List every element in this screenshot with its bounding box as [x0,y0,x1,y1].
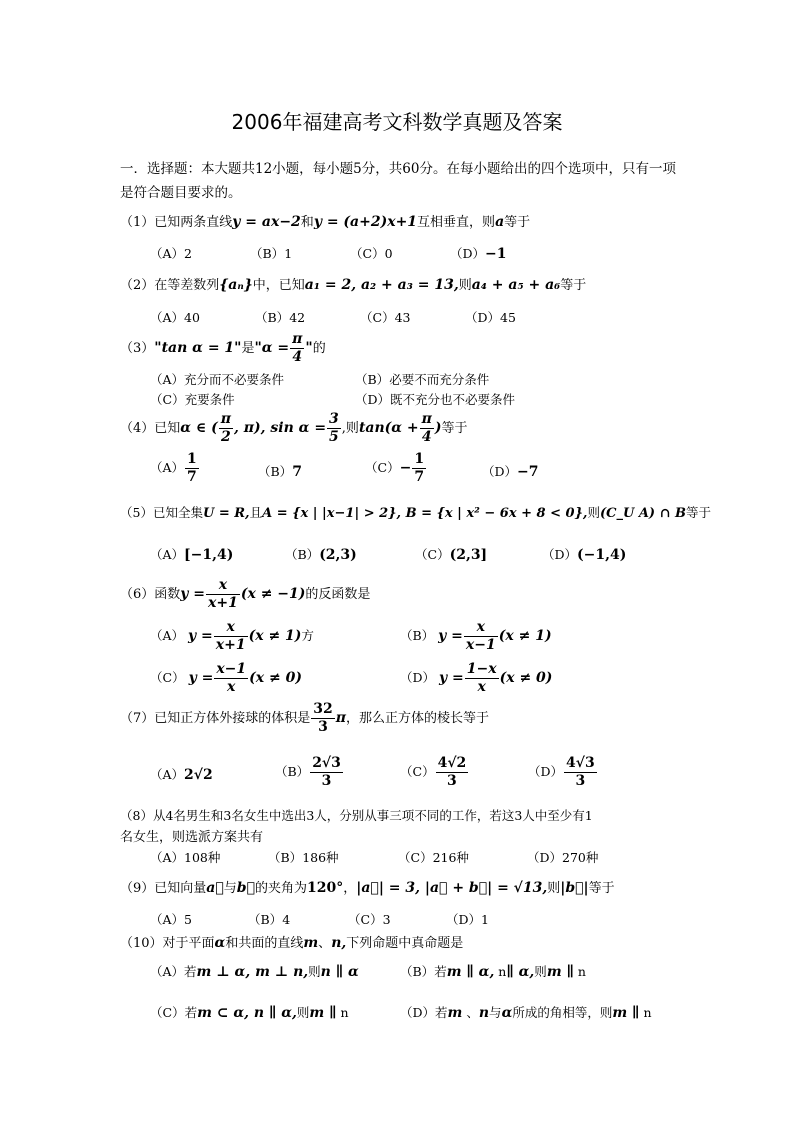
option-7b [275,755,344,790]
option-label: （A） [150,547,185,562]
question-text: 且 [249,505,263,520]
fraction [206,577,240,612]
option-label: （D） [482,464,518,479]
math-expr: a₄ + a₅ + a₆ [471,277,561,293]
option-value: 7 [292,464,302,480]
math-expr: m ⊥ α, m ⊥ n, [196,964,309,980]
question-3-text: （3） [120,341,155,356]
fraction [564,755,597,790]
option-value: 3 [382,912,391,927]
option-label: （B） [255,310,290,325]
question-1-text: （1）已知两条直线 [120,215,233,230]
math-expr: m ∥ [612,1005,640,1021]
option-text: 则 [296,1005,310,1020]
option-value: 1 [481,912,489,927]
option-value: 必要不而充分条件 [389,372,490,387]
option-label: （D） [542,547,578,562]
math-expr: (C_U A) ∩ B [599,506,686,521]
math-expr: m [447,1005,463,1021]
math-expr: y = (a+2)x+1 [313,214,418,230]
option-label: （D） [446,912,482,927]
math-expr: m [303,935,319,951]
question-3 [120,331,326,366]
math-expr: y = ax−2 [232,214,301,230]
question-text: 则 [547,881,561,896]
question-4-text: （4）已知 [120,421,181,436]
option-8c [398,848,469,866]
math-expr: b⃗ [236,880,255,896]
option-2d [465,308,516,326]
option-label: （C） [350,246,385,261]
option-label: （B） [250,246,285,261]
option-6c [150,661,302,696]
fraction [327,411,341,446]
option-value: 充要条件 [184,392,235,407]
option-value: 43 [394,310,411,325]
question-9-text: （9）已知向量 [120,881,207,896]
option-4b [258,462,302,480]
option-label: （A） [150,850,185,865]
numerator: π [421,411,432,427]
option-label: （C） [348,912,383,927]
math-expr: a⃗ [206,880,224,896]
option-label: （B） [268,850,303,865]
option-label: （A） [150,310,185,325]
denominator: x [214,678,248,696]
option-text: n [573,964,586,979]
option-text: n [336,1005,349,1020]
fraction [436,755,469,790]
question-text: 和 [300,215,314,230]
option-1c [350,244,393,262]
question-text: 的反函数是 [305,587,371,602]
option-text: 若 [435,1005,448,1020]
option-label: （D） [527,850,563,865]
fraction [214,661,248,696]
math-expr: , π), sin α = [234,420,327,436]
numerator: x−1 [216,661,247,677]
option-label: （D） [355,392,391,407]
denominator: x+1 [215,637,246,653]
fraction [185,451,199,486]
option-value: 2√2 [184,767,213,783]
math-expr: (x ≠ 0) [249,670,302,686]
option-1a [150,244,192,262]
option-9a [150,910,192,928]
option-6b [400,619,552,654]
question-5-text: （5）已知全集 [120,505,203,520]
option-8b [268,848,339,866]
option-label: （C） [150,392,185,407]
option-label: （C） [150,1005,185,1020]
numerator: x [218,577,228,593]
fraction [420,411,434,446]
option-8a [150,848,220,866]
math-expr: 120° [307,880,344,896]
denominator: x [465,678,499,696]
option-label: （A） [150,372,185,387]
denominator: 4 [420,428,434,446]
question-text: 是 [241,341,255,356]
option-value: 4 [282,912,291,927]
option-label: （B） [285,547,320,562]
option-label: （B） [355,372,390,387]
option-label: （A） [150,964,185,979]
numerator: 1−x [466,661,497,677]
question-text: 下列命题中真命题是 [346,936,464,951]
question-10 [120,932,463,951]
question-7-text: （7）已知正方体外接球的体积是 [120,711,311,726]
question-8-line2: 名女生，则选派方案共有 [120,830,264,845]
math-expr: "tan α = 1" [154,340,242,356]
denominator: x+1 [208,595,238,611]
option-value: 充分而不必要条件 [184,372,285,387]
math-expr: |a⃗| = 3, |a⃗ + b⃗| = √13, [356,880,548,896]
option-value: 0 [384,246,393,261]
math-expr: (x ≠ 0) [499,670,553,686]
option-label: （D） [400,1005,436,1020]
option-label: （A） [150,767,185,782]
math-expr: π [335,710,347,726]
question-text: 则 [587,505,600,520]
question-5 [120,503,711,521]
math-expr: n [478,1005,490,1021]
question-text: 等于 [560,278,587,293]
option-4a [150,451,200,486]
option-4c [365,451,427,486]
option-text: 若 [184,964,197,979]
option-value: 既不充分也不必要条件 [390,392,516,407]
option-label: （D） [528,764,564,779]
option-value: 1 [284,246,293,261]
question-1 [120,211,530,230]
option-4d [482,462,539,480]
option-1d [450,244,507,262]
page-title: 2006年福建高考文科数学真题及答案 [231,110,563,134]
fraction [310,755,343,790]
option-value: 2 [184,246,192,261]
option-value: [−1,4) [184,547,234,563]
question-text: 和共面的直线 [225,936,304,951]
math-expr: y = [188,670,214,686]
option-label: （A） [150,460,185,475]
option-label: （C） [150,670,185,685]
question-text: 等于 [441,421,468,436]
option-6a [150,619,314,654]
denominator: 5 [329,429,339,445]
option-label: （C） [415,547,450,562]
option-7c [400,755,469,790]
fraction [311,701,334,736]
option-value: 42 [289,310,306,325]
question-text: 的 [312,341,326,356]
option-suffix: 方 [301,628,314,643]
option-2b [255,308,305,326]
option-5c [415,545,487,563]
fraction [219,411,233,446]
question-8-line1: （8）从4名男生和3名女生中选出3人，分别从事三项不同的工作，若这3人中至少有1 [120,808,593,823]
option-7a [150,765,213,783]
option-3b [355,370,489,388]
numerator: 1 [187,451,197,467]
option-9d [446,910,489,928]
math-expr: m ∥ [546,964,574,980]
option-label: （B） [258,464,293,479]
numerator: π [292,331,303,347]
option-text: 则 [534,964,547,979]
denominator: 7 [414,469,425,485]
option-3c [150,390,235,408]
option-label: （B） [248,912,283,927]
option-label: （D） [450,246,486,261]
fraction [290,331,304,366]
math-expr: (x ≠ 1) [248,628,302,644]
math-expr: m ⊂ α, n ∥ α, [197,1005,297,1021]
math-expr: y = [439,670,464,686]
denominator: 3 [436,772,469,790]
option-text: 所成的角相等，则 [512,1005,613,1020]
option-1b [250,244,292,262]
question-text: ,则 [341,421,359,436]
option-2a [150,308,200,326]
option-text: n [639,1005,652,1020]
option-label: （D） [400,670,436,685]
question-text: 等于 [588,881,615,896]
question-text: 则 [458,278,472,293]
math-expr: n, [331,935,347,951]
option-label: （D） [465,310,501,325]
numerator: 3 [329,411,339,427]
numerator: x [476,619,486,635]
math-expr: y = [180,586,206,602]
denominator: 3 [311,718,334,736]
option-5d [542,545,626,563]
math-expr: a₁ = 2, a₂ + a₃ = 13, [304,277,459,293]
denominator: 3 [310,772,343,790]
math-expr: m ∥ [309,1005,337,1021]
option-9b [248,910,290,928]
option-label: （C） [365,460,400,475]
question-2-text: （2）在等差数列 [120,278,220,293]
option-value: 40 [184,310,200,325]
denominator: 3 [564,772,597,790]
option-label: （A） [150,912,185,927]
question-10-text: （10）对于平面 [120,936,215,951]
question-text: 中，已知 [252,278,305,293]
option-label: （C） [400,764,435,779]
option-text: 、 [462,1005,479,1020]
denominator: x−1 [465,637,496,653]
numerator: π [220,411,232,427]
option-10b [400,962,586,980]
math-expr: " [305,340,313,356]
question-6 [120,577,370,612]
fraction [465,661,499,696]
fraction [214,619,248,654]
option-3d [355,390,515,408]
option-label: （A） [150,628,185,643]
option-5a [150,545,233,563]
question-text: ， [343,881,357,896]
option-5b [285,545,357,563]
fraction [464,619,498,654]
question-text: 的夹角为 [254,881,307,896]
denominator: 2 [219,428,233,446]
option-label: （A） [150,246,185,261]
question-text: ，那么正方体的棱长等于 [346,711,490,726]
option-label: （C） [360,310,395,325]
option-value: 186种 [302,850,339,865]
question-text: 等于 [504,215,531,230]
math-expr: y = [188,628,213,644]
math-expr: |b⃗| [560,880,589,896]
option-value: 45 [500,310,516,325]
math-expr: α [214,935,226,951]
denominator: 4 [290,348,304,366]
option-value: (2,3] [449,547,488,563]
math-expr: {aₙ} [219,277,253,293]
math-expr: a [495,214,505,230]
math-expr: "α = [254,340,290,356]
question-text: 互相垂直，则 [417,215,496,230]
math-expr: α ∈ ( [180,420,218,436]
option-10a [150,962,359,980]
option-value: (2,3) [319,547,357,563]
option-value: −7 [517,464,539,480]
section-intro: 一．选择题：本大题共12小题，每小题5分，共60分。在每小题给出的四个选项中，只有一项是符合题目要求的。 [120,161,676,201]
option-value: 5 [184,912,192,927]
option-7d [528,755,598,790]
math-expr: m ∥ α, [446,964,495,980]
option-text: 若 [184,1005,198,1020]
option-2c [360,308,410,326]
math-expr: ∥ α, [506,964,535,980]
math-expr: ) [434,420,442,436]
numerator: 1 [414,451,425,467]
question-6-text: （6）函数 [120,587,181,602]
numerator: x [226,619,235,635]
option-value: (−1,4) [577,547,627,563]
numerator: 4√2 [437,755,467,771]
option-text: 与 [489,1005,502,1020]
fraction [412,451,426,486]
question-4 [120,411,468,446]
option-text: n [494,964,507,979]
option-value: −1 [485,246,507,262]
question-2 [120,274,586,293]
option-sign: − [399,460,412,476]
math-expr: y = [438,628,463,644]
option-10d [400,1003,652,1021]
numerator: 4√3 [566,755,595,771]
math-expr: (x ≠ 1) [498,628,552,644]
option-text: 若 [434,964,447,979]
question-text: 、 [318,936,332,951]
denominator: 7 [187,469,197,485]
option-8d [527,848,598,866]
option-label: （B） [400,628,435,643]
math-expr: α [501,1005,513,1021]
question-text: 与 [223,881,237,896]
option-value: 216种 [432,850,469,865]
option-3a [150,370,284,388]
option-label: （C） [398,850,433,865]
math-expr: (x ≠ −1) [240,586,306,602]
math-expr: U = R, [202,506,250,521]
question-9 [120,877,615,896]
question-7 [120,701,489,736]
question-text: 等于 [686,505,712,520]
option-9c [348,910,391,928]
math-expr: n ∥ α [320,964,359,980]
option-6d [400,661,552,696]
numerator: 32 [313,701,333,717]
option-10c [150,1003,349,1021]
option-value: 108种 [184,850,221,865]
option-label: （B） [275,764,310,779]
option-value: 270种 [562,850,599,865]
math-expr: A = {x | |x−1| > 2}, B = {x | x² − 6x + 8 < 0}, [262,506,588,521]
option-label: （B） [400,964,435,979]
math-expr: tan(α + [358,420,419,436]
option-text: 则 [308,964,321,979]
numerator: 2√3 [312,755,341,771]
